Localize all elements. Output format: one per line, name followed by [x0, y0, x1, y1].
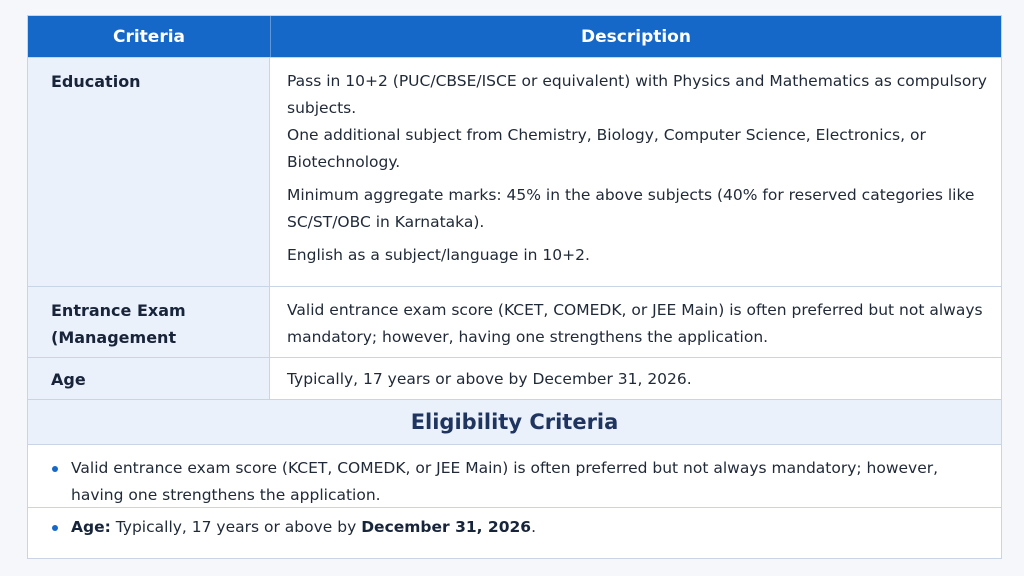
list-item-text: Valid entrance exam score (KCET, COMEDK, or JEE Main) is often preferred but not always mandatory; however, having one strengthens the application. [71, 459, 939, 504]
criteria-table [27, 15, 1002, 403]
education-description [270, 58, 1001, 286]
age-date: December 31, 2026 [361, 518, 532, 536]
bullet-icon [52, 525, 58, 531]
education-line: English as a subject/language in 10+2. [287, 246, 590, 264]
education-line: Minimum aggregate marks: 45% in the above subjects (40% for reserved categories like SC/ST/OBC in Karnataka). [287, 186, 975, 231]
age-text: Typically, 17 years or above by [110, 518, 362, 536]
bullet-icon [52, 466, 58, 472]
list-item [28, 445, 1001, 508]
table-header [28, 16, 1001, 57]
age-label: Age [28, 358, 270, 402]
age-end: . [531, 518, 536, 536]
criteria-header: Criteria [28, 16, 271, 57]
eligibility-title: Eligibility Criteria [28, 400, 1001, 445]
education-line: Pass in 10+2 (PUC/CBSE/ISCE or equivalent) with Physics and Mathematics as compulsory subjects. [287, 72, 987, 117]
table-row-entrance-exam [28, 286, 1001, 357]
table-row-age [28, 357, 1001, 402]
education-line: One additional subject from Chemistry, Biology, Computer Science, Electronics, or Biotechnology. [287, 126, 926, 171]
description-header: Description [581, 26, 691, 47]
list-item [28, 508, 1001, 541]
age-label-bold: Age: [71, 518, 111, 536]
entrance-exam-label: Entrance Exam (Management [28, 287, 270, 357]
age-description: Typically, 17 years or above by December 31, 2026. [287, 370, 692, 388]
table-row-education [28, 57, 1001, 286]
eligibility-box [27, 399, 1002, 559]
education-label: Education [28, 58, 270, 286]
entrance-exam-description: Valid entrance exam score (KCET, COMEDK, or JEE Main) is often preferred but not always mandatory; however, having one strengthens the application. [287, 301, 983, 346]
